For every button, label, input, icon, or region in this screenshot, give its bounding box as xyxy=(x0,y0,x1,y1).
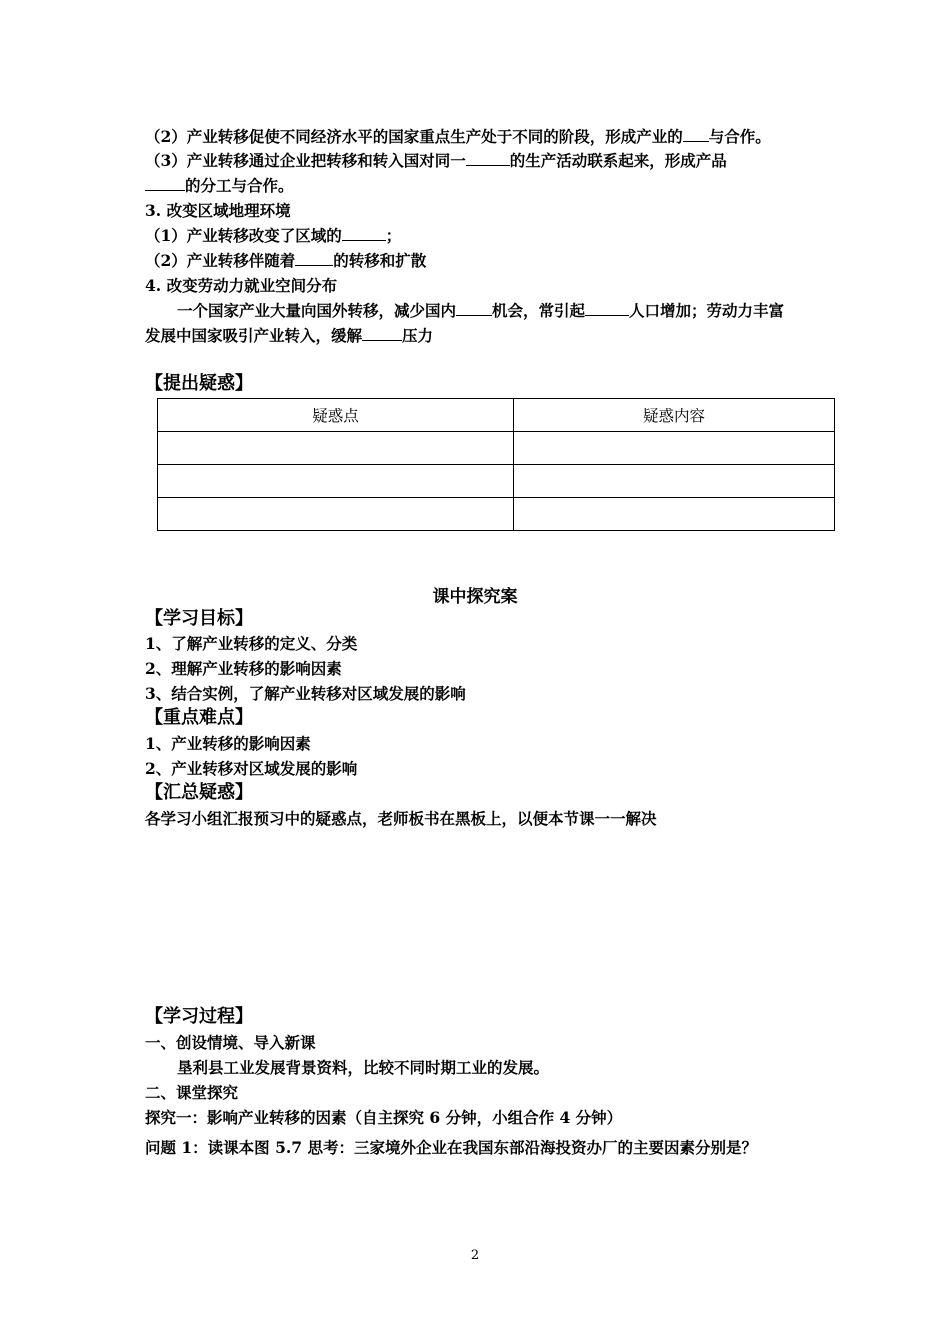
sec4-para-text: 发展中国家吸引产业转入，缓解 xyxy=(145,326,363,345)
fill-blank[interactable] xyxy=(585,301,629,316)
sec4-heading: 4. 改变劳动力就业空间分布 xyxy=(145,276,338,295)
sec2-item3-cont-text: 的分工与合作。 xyxy=(185,176,294,195)
explore1-heading: 探究一：影响产业转移的因素（自主探究 6 分钟，小组合作 4 分钟） xyxy=(145,1108,623,1127)
sec3-item1-tail: ； xyxy=(385,226,402,245)
fill-blank[interactable] xyxy=(466,151,510,166)
process-step1: 一、创设情境、导入新课 xyxy=(145,1033,316,1052)
fill-blank[interactable] xyxy=(683,127,709,142)
sec3-item2-tail: 的转移和扩散 xyxy=(333,251,427,270)
section-title: 课中探究案 xyxy=(432,587,518,607)
sec3-item1 xyxy=(145,225,401,247)
sec3-item1-text: （1）产业转移改变了区域的 xyxy=(145,226,342,245)
question-1: 问题 1：读课本图 5.7 思考：三家境外企业在我国东部沿海投资办厂的主要因素分别是？ xyxy=(145,1138,757,1157)
fill-blank[interactable] xyxy=(145,176,185,191)
table-row xyxy=(158,432,835,465)
table-header-row xyxy=(158,399,835,432)
sec3-item2-text: （2）产业转移伴随着 xyxy=(145,251,296,270)
summary-text: 各学习小组汇报预习中的疑惑点，老师板书在黑板上，以便本节课一一解决 xyxy=(145,809,657,828)
col-header-point: 疑惑点 xyxy=(158,399,514,432)
sec2-item2 xyxy=(145,126,771,148)
sec4-para-text: 人口增加；劳动力丰富 xyxy=(629,301,785,320)
goal-item: 3、结合实例，了解产业转移对区域发展的影响 xyxy=(145,684,466,703)
key-heading: 【重点难点】 xyxy=(145,707,253,728)
table-row xyxy=(158,498,835,531)
fill-blank[interactable] xyxy=(295,251,333,266)
sec2-item2-text: （2）产业转移促使不同经济水平的国家重点生产处于不同的阶段，形成产业的 xyxy=(145,127,683,146)
col-header-content: 疑惑内容 xyxy=(514,399,835,432)
fill-blank[interactable] xyxy=(362,326,402,341)
table-cell[interactable] xyxy=(514,465,835,498)
sec2-item3-cont xyxy=(145,175,294,197)
sec4-para-line2 xyxy=(145,325,433,347)
doubts-heading: 【提出疑惑】 xyxy=(145,373,253,394)
table-cell[interactable] xyxy=(158,465,514,498)
process-step1-text: 垦利县工业发展背景资料，比较不同时期工业的发展。 xyxy=(177,1058,550,1077)
fill-blank[interactable] xyxy=(456,301,492,316)
goal-item: 2、理解产业转移的影响因素 xyxy=(145,659,342,678)
table-row xyxy=(158,465,835,498)
goal-item: 1、了解产业转移的定义、分类 xyxy=(145,634,358,653)
sec4-para-text: 一个国家产业大量向国外转移，减少国内 xyxy=(177,301,457,320)
sec3-heading: 3. 改变区域地理环境 xyxy=(145,201,291,220)
sec2-item3-text: （3）产业转移通过企业把转移和转入国对同一 xyxy=(145,151,466,170)
doubts-table xyxy=(157,398,835,531)
key-item: 2、产业转移对区域发展的影响 xyxy=(145,759,358,778)
fill-blank[interactable] xyxy=(342,226,386,241)
page-number: 2 xyxy=(470,1248,480,1263)
sec4-para-text: 压力 xyxy=(402,326,434,345)
table-cell[interactable] xyxy=(514,432,835,465)
sec2-item3 xyxy=(145,150,727,172)
table-cell[interactable] xyxy=(158,432,514,465)
key-item: 1、产业转移的影响因素 xyxy=(145,734,311,753)
process-step2: 二、课堂探究 xyxy=(145,1083,239,1102)
sec2-item3-tail: 的生产活动联系起来，形成产品 xyxy=(509,151,727,170)
table-cell[interactable] xyxy=(514,498,835,531)
table-cell[interactable] xyxy=(158,498,514,531)
sec3-item2 xyxy=(145,250,426,272)
process-heading: 【学习过程】 xyxy=(145,1006,253,1027)
goals-heading: 【学习目标】 xyxy=(145,608,253,629)
sec4-para-text: 机会，常引起 xyxy=(492,301,586,320)
sec4-para-line1 xyxy=(177,300,784,322)
summary-heading: 【汇总疑惑】 xyxy=(145,782,253,803)
sec2-item2-tail: 与合作。 xyxy=(708,127,771,146)
